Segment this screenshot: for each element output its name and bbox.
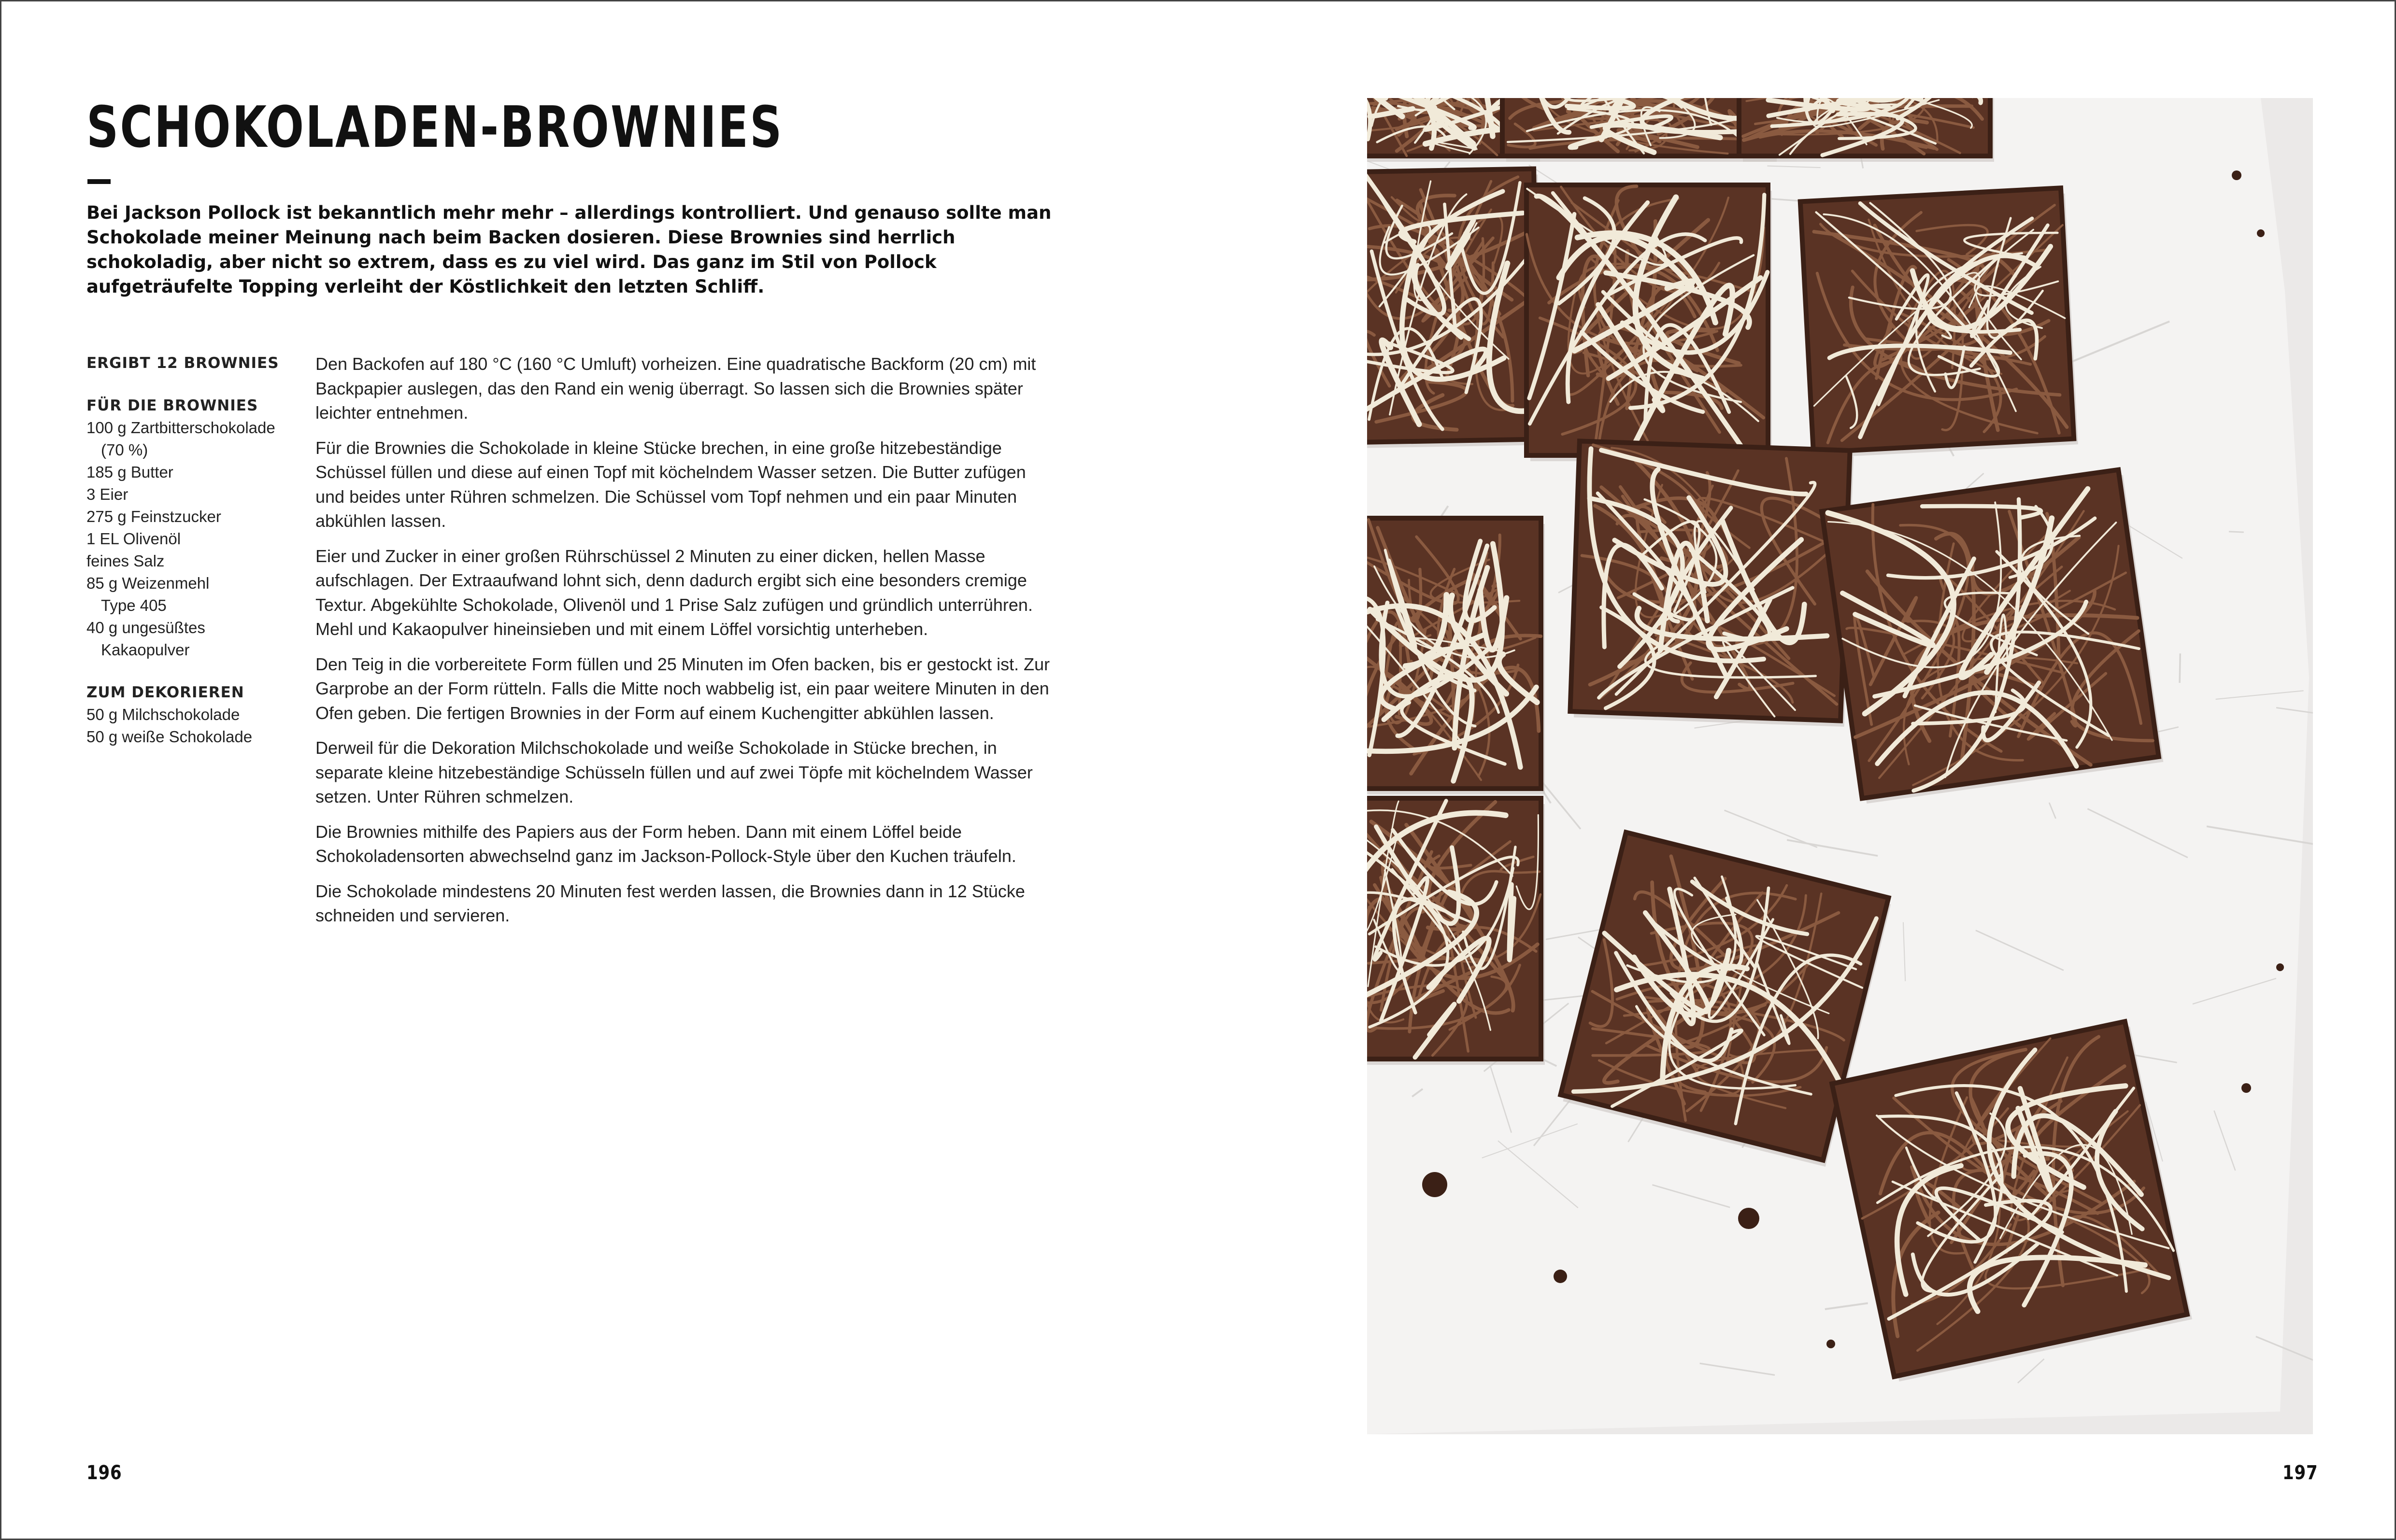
page-number-left: 196 — [86, 1462, 122, 1484]
ingredient-item: 3 Eier — [86, 485, 128, 503]
ingredient-item: (70 %) — [101, 441, 148, 459]
brownie-crumb — [2257, 229, 2265, 237]
ingredient-item: 275 g Feinstzucker — [86, 508, 221, 525]
recipe-step: Die Schokolade mindestens 20 Minuten fest werden lassen, die Brownies dann in 12 Stücke schneiden und servieren. — [315, 881, 1025, 925]
recipe-step: Den Backofen auf 180 °C (160 °C Umluft) vorheizen. Eine quadratische Backform (20 cm) mit Backpapier auslegen, das den Rand ein wenig überragt. So lassen sich die Brownies später leichter entnehmen. — [315, 354, 1036, 423]
brownie-photo — [1367, 98, 2313, 1434]
ingredient-item: 85 g Weizenmehl — [86, 574, 210, 592]
ingredient-item: 50 g weiße Schokolade — [86, 728, 253, 746]
brownie-crumb — [2241, 1083, 2251, 1093]
brownie-piece — [1502, 98, 1777, 162]
brownie-piece — [1367, 518, 1545, 794]
ingredient-item: 100 g Zartbitterschokolade — [86, 419, 275, 437]
recipe-step: Für die Brownies die Schokolade in kleine Stücke brechen, in eine große hitzebeständige Schüssel füllen und diese auf einen Topf mit köchelndem Wasser setzen. Die Butter zufügen und beides unter Rühren schmelzen. Die Schüssel vom Topf nehmen und ein paar Minuten abkühlen lassen. — [315, 438, 1026, 531]
ingredient-group-heading: FÜR DIE BROWNIES — [86, 397, 258, 414]
recipe-yield: ERGIBT 12 BROWNIES — [86, 354, 279, 372]
brownie-crumb — [1826, 1340, 1835, 1348]
brownie-piece — [1526, 185, 1772, 461]
title-underline — [87, 179, 111, 184]
ingredient-item: 40 g ungesüßtes — [86, 619, 205, 636]
recipe-intro: Bei Jackson Pollock ist bekanntlich mehr mehr – allerdings kontrolliert. Und genauso sollte man Schokolade meiner Meinung nach beim Backen dosieren. Diese Brownies sind herrlich schokoladig, aber nicht so extrem, dass es zu viel wird. Das ganz im Stil von Pollock aufgeträufelte Topping verleiht der Köstlichkeit den letzten Schliff. — [86, 202, 1052, 297]
brownie-crumb — [1738, 1208, 1759, 1229]
ingredient-item: Type 405 — [101, 596, 167, 614]
recipe-step: Die Brownies mithilfe des Papiers aus der Form heben. Dann mit einem Löffel beide Schokoladensorten abwechselnd ganz im Jackson-Pollock-Style über den Kuchen träufeln. — [315, 821, 1016, 866]
recipe-step: Den Teig in die vorbereitete Form füllen und 25 Minuten im Ofen backen, bis er gestockt ist. Zur Garprobe an der Form rütteln. Falls die Mitte noch wabbelig ist, ein paar weitere Minuten in den Ofen geben. Die fertigen Brownies in der Form auf einem Kuchengitter abkühlen lassen. — [315, 654, 1050, 723]
brownie-crumb — [2276, 963, 2284, 971]
brownie-piece — [1739, 98, 1994, 162]
ingredients-sidebar — [86, 352, 299, 768]
recipe-steps — [315, 352, 1059, 939]
ingredient-group-decoration — [86, 681, 299, 748]
brownie-piece — [1832, 1021, 2192, 1383]
ingredient-item: feines Salz — [86, 552, 165, 570]
brownie-piece — [1570, 441, 1854, 726]
brownie-crumb — [1554, 1270, 1567, 1283]
recipe-title: SCHOKOLADEN-BROWNIES — [86, 94, 784, 160]
ingredient-item: 1 EL Olivenöl — [86, 530, 181, 548]
brownie-crumb — [2232, 170, 2241, 180]
page-number-right: 197 — [2282, 1462, 2318, 1484]
ingredient-group-brownies — [86, 395, 299, 661]
ingredient-item: Kakaopulver — [101, 641, 190, 659]
brownie-piece — [1367, 169, 1542, 448]
brownie-piece — [1367, 798, 1545, 1065]
recipe-step: Derweil für die Dekoration Milchschokolade und weiße Schokolade in Stücke brechen, in separate kleine hitzebeständige Schüsseln füllen und auf zwei Töpfe mit köchelndem Wasser setzen. Unter Rühren schmelzen. — [315, 738, 1033, 806]
recipe-step: Eier und Zucker in einer großen Rührschüssel 2 Minuten zu einer dicken, hellen Masse aufschlagen. Der Extraaufwand lohnt sich, denn dadurch ergibt sich eine besonders cremige Textur. Abgekühlte Schokolade, Olivenöl und 1 Prise Salz zufügen und gründlich unterrühren. Mehl und Kakaopulver hineinsieben und mit einem Löffel vorsichtig unterheben. — [315, 546, 1033, 639]
ingredient-group-heading: ZUM DEKORIEREN — [86, 684, 244, 701]
brownie-piece — [1822, 469, 2163, 804]
brownie-crumb — [1422, 1172, 1447, 1197]
ingredient-item: 185 g Butter — [86, 463, 173, 481]
brownie-piece — [1800, 188, 2078, 458]
brownie-photo-illustration — [1367, 98, 2313, 1434]
ingredient-item: 50 g Milchschokolade — [86, 706, 240, 723]
